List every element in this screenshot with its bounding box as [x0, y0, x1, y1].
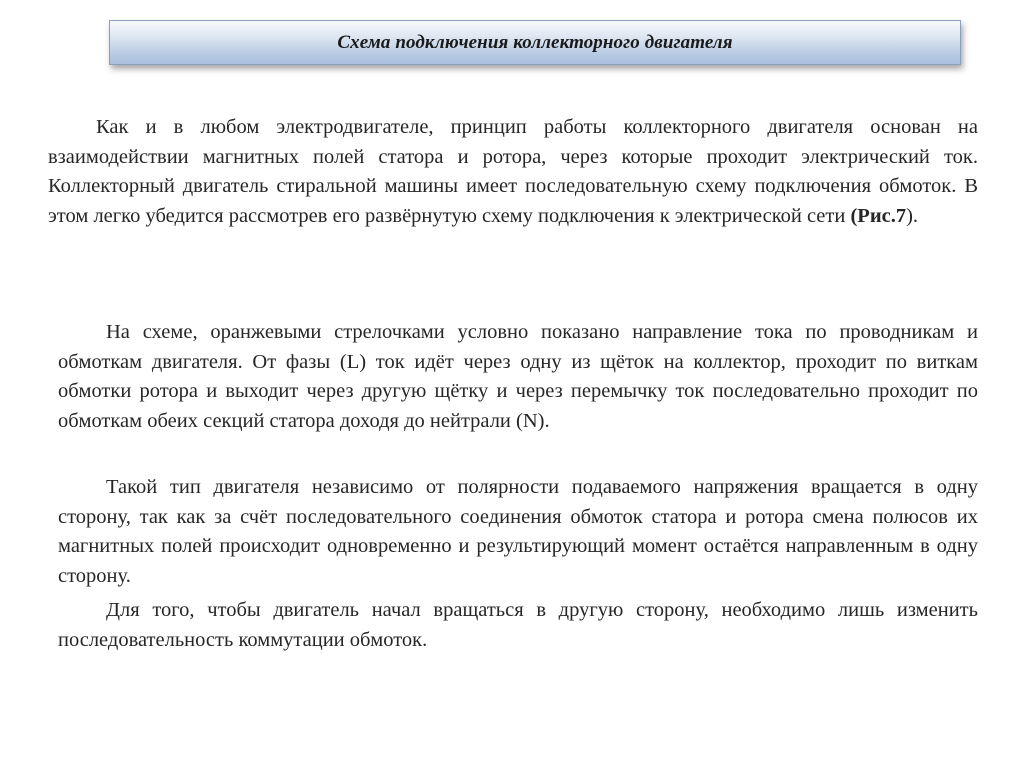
paragraph-polarity: Такой тип двигателя независимо от полярности подаваемого напряжения вращается в одну сторону, так как за счёт последовательного соединения обмоток статора и ротора смена полюсов их магнитных полей происходит одновременно и результирующий момент остаётся направленным в одну сторону. [58, 476, 978, 587]
paragraph-reverse: Для того, чтобы двигатель начал вращаться в другую сторону, необходимо лишь изменить последовательность коммутации обмоток. [58, 599, 978, 651]
paragraph-intro-tail: ). [906, 204, 919, 227]
slide-title: Схема подключения коллекторного двигателя [337, 31, 733, 53]
paragraph-intro [48, 113, 978, 231]
slide-title-banner [109, 20, 961, 65]
figure-reference: (Рис.7 [850, 204, 907, 227]
paragraph-intro-text: Как и в любом электродвигателе, принцип работы коллекторного двигателя основан на взаимодействии магнитных полей статора и ротора, через которые проходит электрический ток. Коллекторный двигатель стиральной машины имеет последовательную схему подключения обмоток. В этом легко убедится рассмотрев его развёрнутую схему подключения к электрической сети [48, 116, 978, 227]
paragraph-current-flow: На схеме, оранжевыми стрелочками условно показано направление тока по проводникам и обмоткам двигателя. От фазы (L) ток идёт через одну из щёток на коллектор, проходит по виткам обмотки ротора и выходит через другую щётку и через перемычку ток последовательно проходит по обмоткам обеих секций статора доходя до нейтрали (N). [58, 321, 978, 432]
